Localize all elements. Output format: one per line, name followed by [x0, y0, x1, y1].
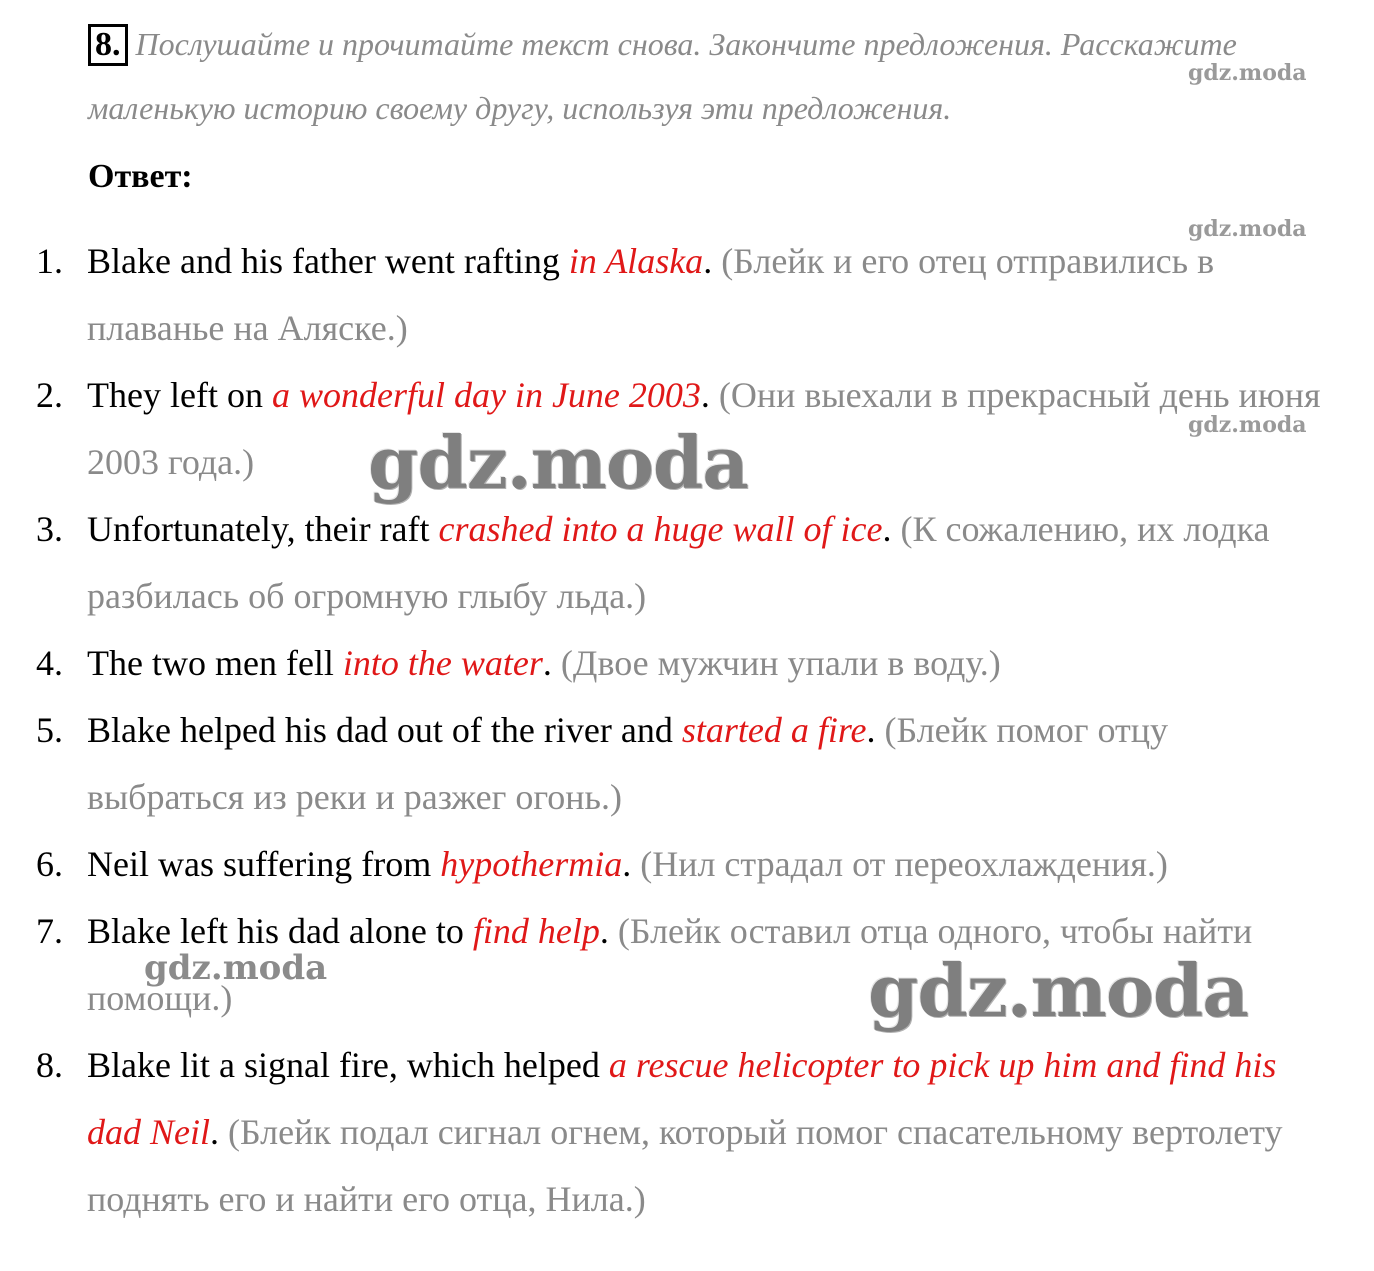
task-instruction-text: Послушайте и прочитайте текст снова. Закончите предложения. Расскажите маленькую историю своему другу, используя эти предложения.: [88, 26, 1237, 126]
answer-number: 6.: [36, 844, 63, 884]
answer-english-start: Unfortunately, their raft: [87, 509, 439, 549]
answer-english-start: Blake lit a signal fire, which helped: [87, 1045, 609, 1085]
answer-english-start: Blake helped his dad out of the river and: [87, 710, 682, 750]
answer-filled-phrase: into the water: [342, 643, 543, 683]
answer-english-start: Neil was suffering from: [87, 844, 441, 884]
answer-number: 8.: [36, 1045, 63, 1085]
answer-filled-phrase: a rescue helicopter to pick up him and find his dad Neil: [87, 1045, 1277, 1152]
watermark-large: gdz.moda: [368, 420, 748, 505]
answer-russian-translation: (К сожалению, их лодка разбилась об огромную глыбу льда.): [87, 509, 1270, 616]
answer-item-8: [0, 1032, 1374, 1233]
watermark-large: gdz.moda: [868, 948, 1248, 1033]
answer-english-end: .: [210, 1112, 228, 1152]
answer-number: 3.: [36, 509, 63, 549]
answer-filled-phrase: started a fire: [681, 710, 867, 750]
watermark-medium: gdz.moda: [144, 948, 328, 988]
answer-english-start: Blake left his dad alone to: [87, 911, 473, 951]
answer-russian-translation: (Блейк помог отцу выбраться из реки и разжег огонь.): [87, 710, 1169, 817]
answer-russian-translation: (Двое мужчин упали в воду.): [560, 643, 1001, 683]
answer-number: 4.: [36, 643, 63, 683]
answer-number: 7.: [36, 911, 63, 951]
answer-filled-phrase: find help: [472, 911, 600, 951]
answer-number: 1.: [36, 241, 63, 281]
answer-item-1: [0, 228, 1374, 362]
answer-item-5: [0, 697, 1374, 831]
answer-filled-phrase: a wonderful day in June 2003: [271, 375, 701, 415]
answer-english-end: .: [542, 643, 561, 683]
watermark-small: gdz.moda: [1188, 412, 1307, 438]
task-instruction: [88, 12, 1318, 140]
watermark-small: gdz.moda: [1188, 60, 1307, 86]
answer-english-end: .: [599, 911, 618, 951]
answer-filled-phrase: hypothermia: [440, 844, 623, 884]
answer-english-end: .: [700, 375, 719, 415]
watermark-small: gdz.moda: [1188, 216, 1307, 242]
answer-english-end: .: [882, 509, 901, 549]
answer-russian-translation: (Нил страдал от переохлаждения.): [640, 844, 1168, 884]
answer-english-end: .: [703, 241, 722, 281]
answer-number: 5.: [36, 710, 63, 750]
answer-english-start: They left on: [87, 375, 272, 415]
answer-russian-translation: (Они выехали в прекрасный день июня 2003 года.): [87, 375, 1321, 482]
answer-number: 2.: [36, 375, 63, 415]
answer-filled-phrase: in Alaska: [568, 241, 704, 281]
answer-heading: Ответ:: [88, 158, 193, 195]
answer-russian-translation: (Блейк и его отец отправились в плаванье на Аляске.): [87, 241, 1215, 348]
answer-item-6: [0, 831, 1374, 898]
answer-russian-translation: (Блейк подал сигнал огнем, который помог спасательному вертолету поднять его и найти его отца, Нила.): [87, 1112, 1283, 1219]
answer-list: [0, 228, 1374, 1233]
answer-item-3: [0, 496, 1374, 630]
answer-english-start: Blake and his father went rafting: [87, 241, 569, 281]
task-number: 8.: [88, 24, 128, 66]
answer-english-end: .: [866, 710, 885, 750]
answer-russian-translation: (Блейк оставил отца одного, чтобы найти помощи.): [87, 911, 1253, 1018]
answer-english-end: .: [622, 844, 641, 884]
answer-filled-phrase: crashed into a huge wall of ice: [438, 509, 883, 549]
answer-item-4: [0, 630, 1374, 697]
answer-english-start: The two men fell: [87, 643, 343, 683]
